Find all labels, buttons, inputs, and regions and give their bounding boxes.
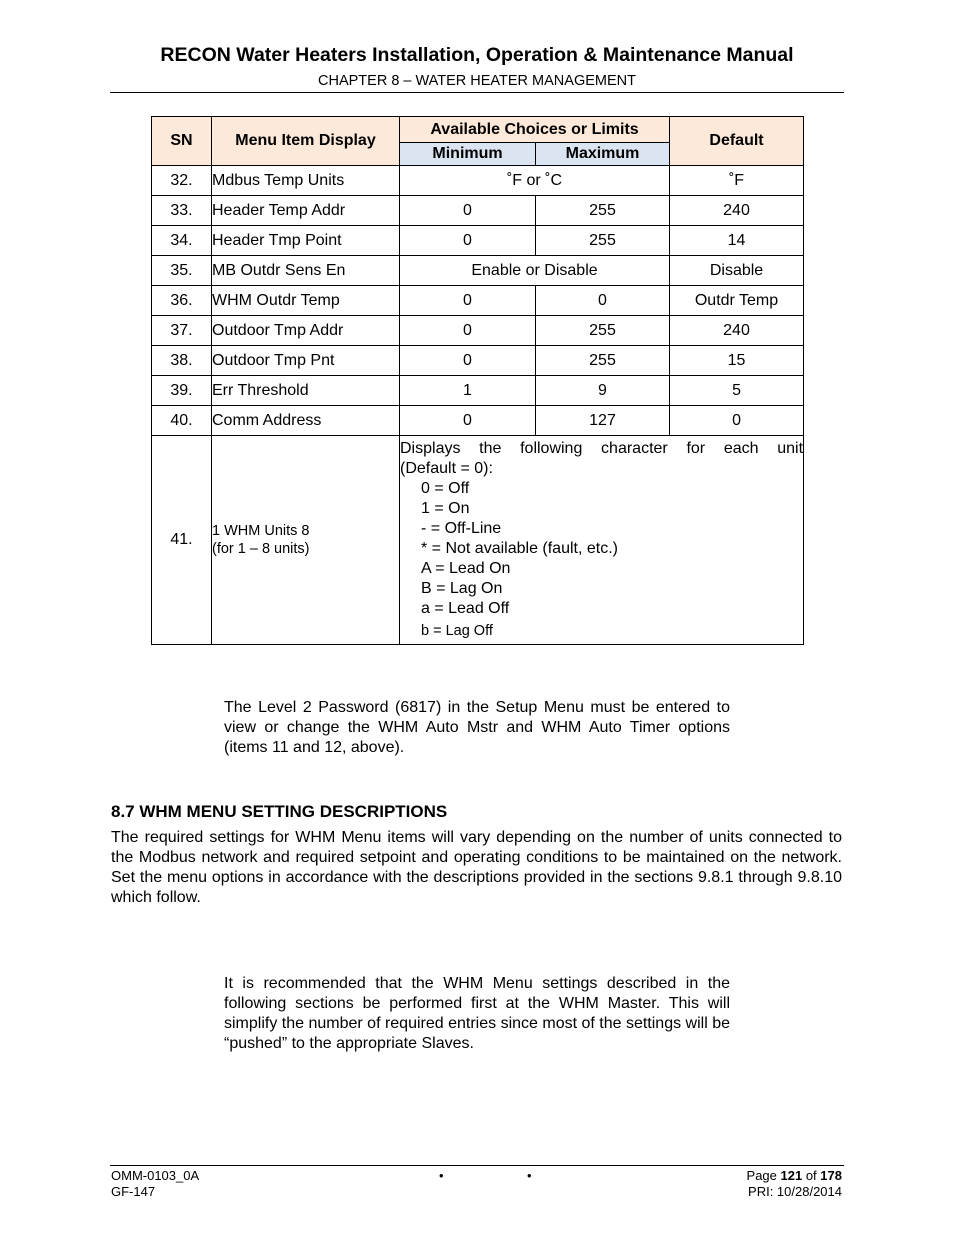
cell-sn: 34. [152,226,212,256]
item-line-2: (for 1 – 8 units) [212,541,310,557]
cell-default: 14 [670,226,804,256]
cell-item: Header Temp Addr [212,196,400,226]
cell-item: Comm Address [212,406,400,436]
cell-choices: ˚F or ˚C [400,166,670,196]
cell-item: Outdoor Tmp Addr [212,316,400,346]
page-total: 178 [820,1168,842,1183]
header-sn: SN [152,117,212,166]
page-of: of [802,1168,821,1183]
cell-default: Outdr Temp [670,286,804,316]
cell-default: 240 [670,316,804,346]
code-item: 0 = Off [421,480,470,497]
footer-page-number [747,1168,842,1184]
cell-min: 1 [400,376,536,406]
password-note: The Level 2 Password (6817) in the Setup Menu must be entered to view or change the WHM Auto Mstr and WHM Auto Timer options (items 11 and 12, above). [224,699,730,756]
cell-sn: 40. [152,406,212,436]
cell-max: 255 [536,196,670,226]
table-row [152,196,804,226]
table-row [152,256,804,286]
menu-settings-table [151,116,804,645]
cell-default: Disable [670,256,804,286]
cell-default: ˚F [670,166,804,196]
code-item: - = Off-Line [421,520,502,537]
cell-default: 15 [670,346,804,376]
table-row [152,316,804,346]
cell-sn: 32. [152,166,212,196]
description-line-2: (Default = 0): [400,460,493,477]
page-current: 121 [780,1168,803,1183]
table-row [152,436,804,645]
cell-sn: 39. [152,376,212,406]
cell-default: 0 [670,406,804,436]
cell-min: 0 [400,286,536,316]
cell-min: 0 [400,196,536,226]
code-item: 1 = On [421,500,470,517]
master-note: It is recommended that the WHM Menu settings described in the following sections be performed first at the WHM Master. This will simplify the number of required entries since most of the settings will be “pushed” to the appropriate Slaves. [224,975,731,1052]
table-row [152,346,804,376]
header-choices: Available Choices or Limits [400,117,670,143]
header-rule [110,92,844,93]
cell-max: 9 [536,376,670,406]
cell-min: 0 [400,346,536,376]
header-minimum: Minimum [400,143,536,166]
cell-description [400,436,804,645]
cell-sn: 35. [152,256,212,286]
page-prefix: Page [746,1168,781,1183]
cell-sn: 41. [152,436,212,645]
cell-item: Err Threshold [212,376,400,406]
description-line-1: Displays the following character for each unit [400,440,804,457]
cell-max: 0 [536,286,670,316]
cell-item: Outdoor Tmp Pnt [212,346,400,376]
cell-max: 255 [536,316,670,346]
cell-sn: 33. [152,196,212,226]
cell-default: 240 [670,196,804,226]
cell-item: Mdbus Temp Units [212,166,400,196]
section-heading: 8.7 WHM MENU SETTING DESCRIPTIONS [111,802,448,821]
footer-bullet: • [527,1168,532,1183]
footer-rule [110,1165,844,1166]
table-row [152,376,804,406]
footer-bullet: • [439,1168,444,1183]
cell-sn: 37. [152,316,212,346]
cell-item: WHM Outdr Temp [212,286,400,316]
section-paragraph: The required settings for WHM Menu items will vary depending on the number of units connected to the Modbus network and required setpoint and operating conditions to be maintained on the network. Set the menu options in accordance with the descriptions provided in the sections 9.8.1 through 9.8.10 which follow. [111,829,842,906]
header-default: Default [670,117,804,166]
table-row [152,166,804,196]
table-row [152,406,804,436]
table-row [152,226,804,256]
cell-max: 127 [536,406,670,436]
header-menu-item: Menu Item Display [212,117,400,166]
cell-item: Header Tmp Point [212,226,400,256]
header-title: RECON Water Heaters Installation, Operation & Maintenance Manual [160,44,794,66]
cell-item: MB Outdr Sens En [212,256,400,286]
code-item: b = Lag Off [421,623,493,639]
item-line-1: 1 WHM Units 8 [212,523,310,539]
cell-min: 0 [400,226,536,256]
code-item: a = Lead Off [421,600,510,617]
footer-pri-date: PRI: 10/28/2014 [748,1184,842,1199]
footer-doc-id: OMM-0103_0A [111,1168,200,1183]
header-maximum: Maximum [536,143,670,166]
footer-form: GF-147 [111,1184,156,1199]
cell-max: 255 [536,346,670,376]
chapter-title: CHAPTER 8 – WATER HEATER MANAGEMENT [318,73,636,89]
cell-sn: 38. [152,346,212,376]
cell-max: 255 [536,226,670,256]
code-item: A = Lead On [421,560,511,577]
table-row [152,286,804,316]
cell-min: 0 [400,316,536,346]
cell-item [212,436,400,645]
cell-sn: 36. [152,286,212,316]
code-item: * = Not available (fault, etc.) [421,540,618,557]
cell-default: 5 [670,376,804,406]
code-item: B = Lag On [421,580,503,597]
cell-choices: Enable or Disable [400,256,670,286]
cell-min: 0 [400,406,536,436]
